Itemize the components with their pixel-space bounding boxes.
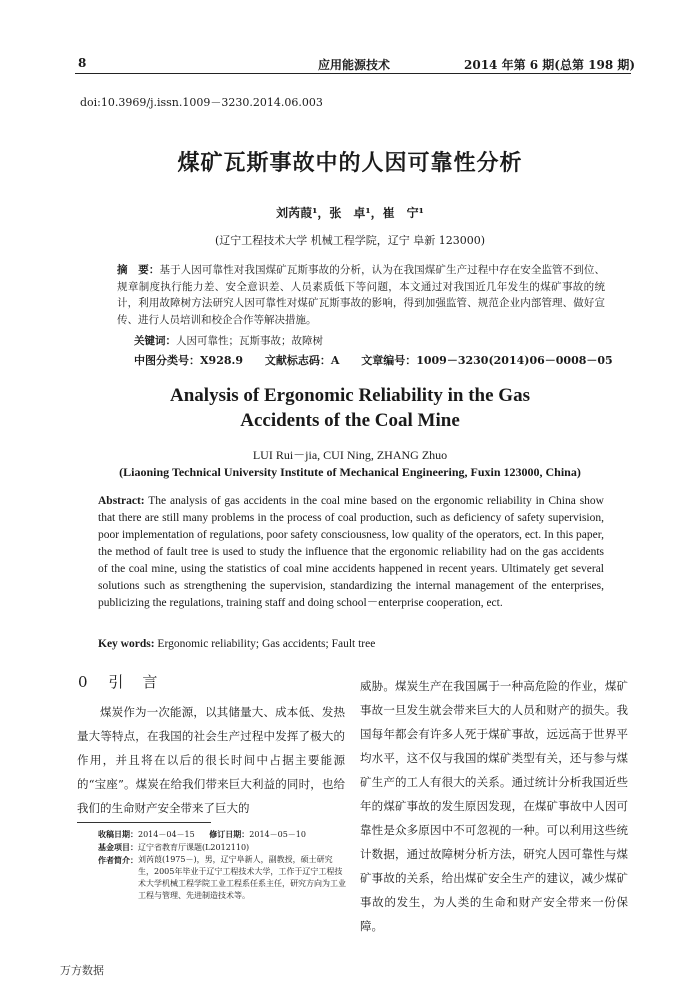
- watermark: 万方数据: [60, 964, 104, 977]
- issue-info: 2014 年第 6 期(总第 198 期): [464, 58, 636, 72]
- abstract-en-text: The analysis of gas accidents in the coal mine based on the ergonomic reliability in China show that there are still many problems in the process of coal production, such as deficiency of safety supervision, poor implementation of regulations, poor safety consciousness, low quality of the operators, ect. In this paper, the method of fault tree is used to study the influence that the ergonomic reliability had on the gas accidents of the coal mine, using the statistics of coal mine accidents happened in recent years. Ultimately get several solutions such as strengthening the supervision, standardizing the internal management of the enterprises, publicizing the regulations, training staff and doing school－enterprise cooperation, ect.: [98, 495, 604, 609]
- affiliation-en: (Liaoning Technical University Institute of Mechanical Engineering, Fuxin 123000, China): [119, 465, 581, 479]
- title-en-line2: Accidents of the Coal Mine: [240, 410, 460, 431]
- body-left-column: [77, 700, 345, 820]
- fund-text: 辽宁省教育厅课题(L2012110): [138, 843, 250, 852]
- keywords-en-label: Key words:: [98, 638, 155, 650]
- footnote: [98, 828, 348, 902]
- affiliation-cn: (辽宁工程技术大学 机械工程学院，辽宁 阜新 123000): [214, 234, 486, 247]
- keywords-cn: [134, 333, 323, 348]
- doi[interactable]: doi:10.3969/j.issn.1009－3230.2014.06.003: [80, 96, 323, 109]
- footnote-author: [98, 854, 348, 902]
- keywords-cn-label: 关键词：: [134, 335, 176, 347]
- section-heading: [78, 671, 159, 692]
- revised-label: 修订日期：: [209, 829, 250, 839]
- document-code: 文献标志码：A: [264, 354, 340, 367]
- title-en: [0, 383, 700, 433]
- authors-en: LUI Rui－jia, CUI Ning, ZHANG Zhuo: [252, 448, 448, 462]
- abstract-cn-text: 基于人因可靠性对我国煤矿瓦斯事故的分析，认为在我国煤矿生产过程中存在安全监管不到位、规章制度执行能力差、安全意识差、人员素质低下等问题，本文通过对我国近几年发生的煤矿事故的统计，利用故障树方法研究人因可靠性对煤矿瓦斯事故的影响，得到加强监管、规范企业内部管理、做好宣传、进行人员培训和校企合作等解决措施。: [117, 264, 606, 326]
- classification-row: [134, 352, 631, 368]
- title-cn: 煤矿瓦斯事故中的人因可靠性分析: [177, 150, 523, 176]
- page-number: 8: [78, 56, 87, 70]
- author-bio-text: 刘芮葭(1975－)，男，辽宁阜新人，副教授，硕士研究生，2005年毕业于辽宁工程技术大学，工作于辽宁工程技术大学机械工程学院工业工程系任系主任，研究方向为工业工程与管理、先进制造技术等。: [138, 855, 346, 900]
- abstract-en: [98, 493, 604, 612]
- fund-label: 基金项目：: [98, 842, 138, 852]
- footnote-fund: [98, 841, 348, 854]
- header-rule: [75, 73, 631, 74]
- body-right-paragraph: 威胁。煤炭生产在我国属于一种高危险的作业，煤矿事故一旦发生就会带来巨大的人员和财产的损失。我国每年都会有许多人死于煤矿事故，远远高于世界平均水平，这不仅与我国的煤矿类型有关，还与参与煤矿生产的工人有很大的关系。通过统计分析我国近些年的煤矿事故的发生原因发现，在煤矿事故中人因可靠性是众多原因中不可忽视的一种。可以利用这些统计数据，通过故障树分析方法，研究人因可靠性与煤矿事故的关系，给出煤矿安全生产的建议，减少煤矿事故的发生，为人类的生命和财产安全带来一份保障。: [360, 679, 628, 933]
- body-right-column: [360, 674, 628, 938]
- section-title: 引 言: [108, 673, 160, 691]
- received-date: 2014－04－15: [138, 830, 195, 839]
- received-label: 收稿日期：: [98, 829, 138, 839]
- clc-number: 中图分类号：X928.9: [134, 354, 243, 367]
- keywords-en: [98, 638, 375, 650]
- revised-date: 2014－05－10: [249, 830, 306, 839]
- section-number: 0: [78, 673, 90, 691]
- body-left-paragraph: 煤炭作为一次能源，以其储量大、成本低、发热量大等特点，在我国的社会生产过程中发挥了极大的作用，并且将在以后的很长时间中占据主要能源的“宝座”。煤炭在给我们带来巨大利益的同时，也给我们的生命财产安全带来了巨大的: [77, 705, 345, 815]
- author-bio-label: 作者简介：: [98, 855, 138, 865]
- title-en-line1: Analysis of Ergonomic Reliability in the Gas: [170, 385, 530, 406]
- authors-cn: 刘芮葭¹，张 卓¹，崔 宁¹: [276, 206, 424, 220]
- journal-name: 应用能源技术: [318, 58, 391, 72]
- abstract-cn-label: 摘 要：: [117, 264, 160, 276]
- keywords-cn-text: 人因可靠性；瓦斯事故；故障树: [176, 335, 323, 347]
- keywords-en-text: Ergonomic reliability; Gas accidents; Fault tree: [154, 638, 376, 650]
- footnote-dates: [98, 828, 348, 841]
- footnote-rule: [77, 822, 211, 823]
- abstract-en-label: Abstract:: [98, 495, 145, 507]
- abstract-cn: [117, 262, 605, 328]
- article-number: 文章编号：1009－3230(2014)06－0008－05: [361, 354, 613, 367]
